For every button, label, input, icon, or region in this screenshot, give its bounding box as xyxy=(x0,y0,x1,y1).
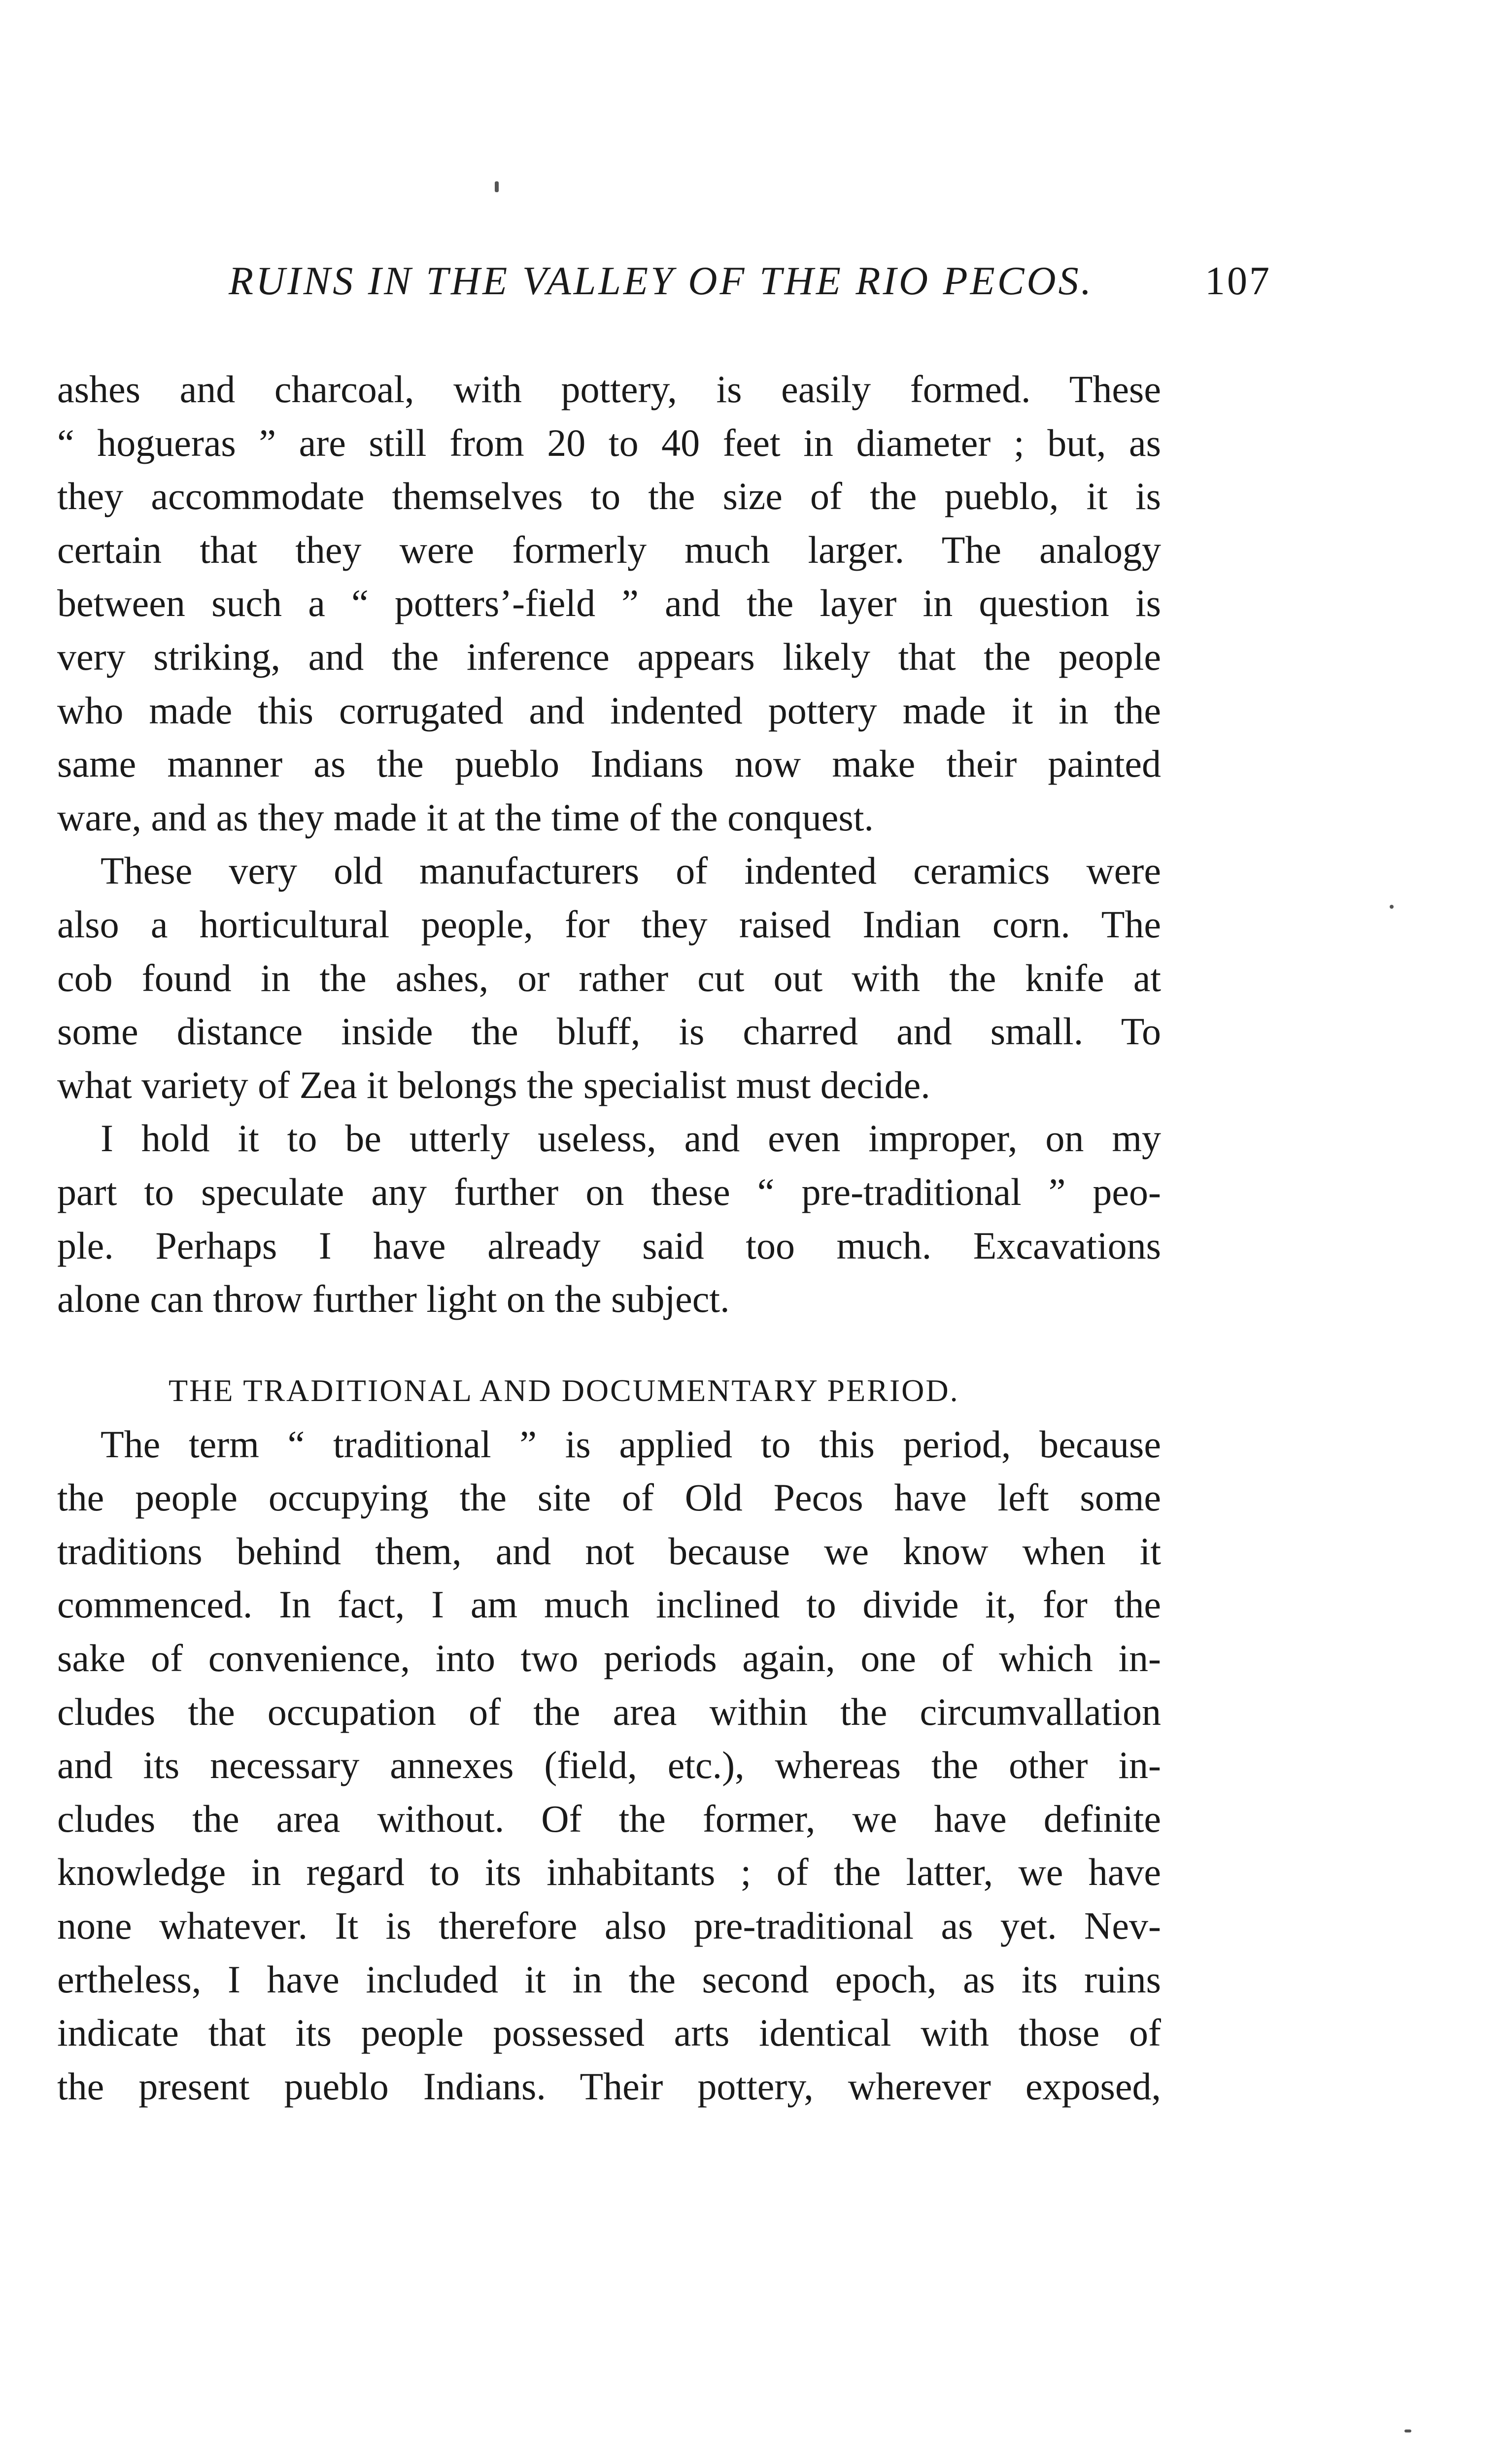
text-line: “ hogueras ” are still from 20 to 40 feet in diameter ; but, as xyxy=(57,421,1161,464)
text-line: cob found in the ashes, or rather cut out with the knife at xyxy=(57,956,1161,999)
paragraph-4 xyxy=(57,1418,1161,2114)
text-line: and its necessary annexes (field, etc.), whereas the other in- xyxy=(57,1744,1161,1787)
text-line: I hold it to be utterly useless, and even improper, on my xyxy=(101,1117,1161,1160)
text-line: The term “ traditional ” is applied to this period, because xyxy=(101,1422,1161,1466)
text-line: ashes and charcoal, with pottery, is easily formed. These xyxy=(57,368,1161,411)
text-line: the people occupying the site of Old Pecos have left some xyxy=(57,1476,1161,1519)
text-line: knowledge in regard to its inhabitants ; of the latter, we have xyxy=(57,1850,1161,1894)
text-line: traditions behind them, and not because we know when it xyxy=(57,1529,1161,1573)
text-line: ple. Perhaps I have already said too much. Excavations xyxy=(57,1224,1161,1267)
text-line: cludes the area without. Of the former, we have definite xyxy=(57,1797,1161,1840)
text-line: ware, and as they made it at the time of the conquest. xyxy=(57,795,874,839)
text-line: none whatever. It is therefore also pre-traditional as yet. Nev- xyxy=(57,1904,1161,1948)
paragraph-1 xyxy=(57,363,1161,844)
print-speck xyxy=(1390,905,1394,909)
text-line: what variety of Zea it belongs the specialist must decide. xyxy=(57,1063,930,1106)
paragraph-3 xyxy=(57,1112,1161,1326)
text-line: same manner as the pueblo Indians now make their painted xyxy=(57,742,1161,786)
body-text xyxy=(57,363,1161,2113)
running-head-title: RUINS IN THE VALLEY OF THE RIO PECOS. xyxy=(229,258,1094,303)
paragraph-2 xyxy=(57,844,1161,1112)
text-line: alone can throw further light on the subject. xyxy=(57,1277,730,1321)
text-line: very striking, and the inference appears likely that the people xyxy=(57,635,1161,678)
text-line: commenced. In fact, I am much inclined to divide it, for the xyxy=(57,1583,1161,1626)
section-heading: THE TRADITIONAL AND DOCUMENTARY PERIOD. xyxy=(169,1372,959,1408)
text-line: sake of convenience, into two periods again, one of which in- xyxy=(57,1637,1161,1680)
text-line: certain that they were formerly much larger. The analogy xyxy=(57,528,1161,571)
text-line: the present pueblo Indians. Their pottery, wherever exposed, xyxy=(57,2064,1161,2108)
text-line: some distance inside the bluff, is charred and small. To xyxy=(57,1010,1161,1053)
running-head xyxy=(168,251,1271,310)
text-line: they accommodate themselves to the size of the pueblo, it is xyxy=(57,475,1161,518)
text-line: ertheless, I have included it in the second epoch, as its ruins xyxy=(57,1957,1161,2001)
page-number: 107 xyxy=(1205,258,1271,303)
print-speck xyxy=(1404,2430,1411,2432)
text-line: indicate that its people possessed arts identical with those of xyxy=(57,2011,1161,2054)
text-line: who made this corrugated and indented pottery made it in the xyxy=(57,688,1161,732)
text-line: also a horticultural people, for they raised Indian corn. The xyxy=(57,902,1161,946)
text-line: part to speculate any further on these “ pre-traditional ” peo- xyxy=(57,1170,1161,1213)
text-line: These very old manufacturers of indented ceramics were xyxy=(101,849,1161,892)
print-speck xyxy=(495,181,499,192)
text-line: cludes the occupation of the area within the circumvallation xyxy=(57,1690,1161,1733)
text-line: between such a “ potters’-field ” and the layer in question is xyxy=(57,582,1161,625)
